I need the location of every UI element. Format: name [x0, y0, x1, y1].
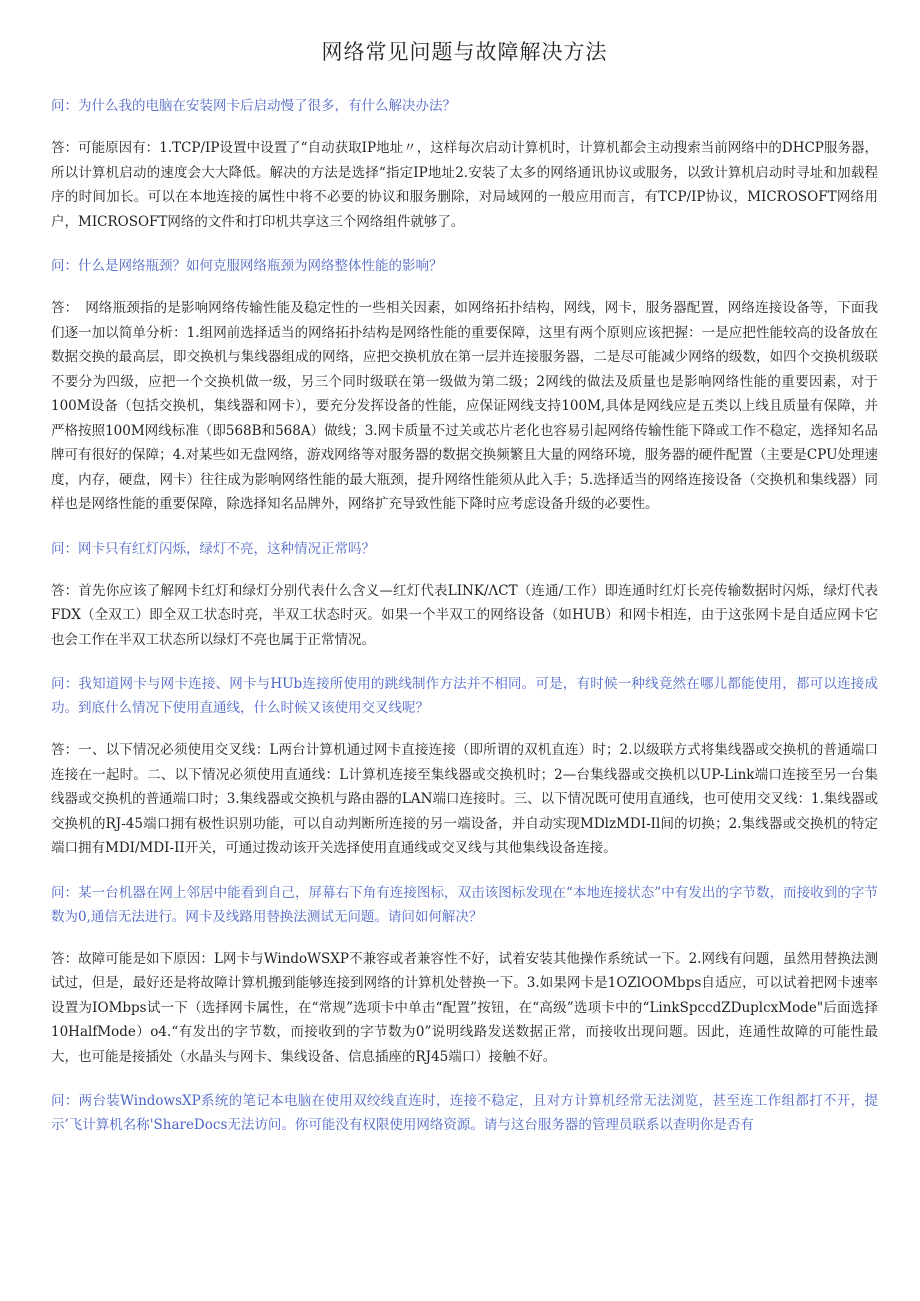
qa-item	[51, 672, 878, 861]
answer-text: 答： 网络瓶颈指的是影响网络传输性能及稳定性的一些相关因素，如网络拓扑结构，网线，网卡，服务器配置，网络连接设备等，下面我们逐一加以简单分析：1.组网前选择适当的网络拓扑结构是网络性能的重要保障，这里有两个原则应该把握：一是应把性能较高的设备放在数据交换的最高层，即交换机与集线器组成的网络，应把交换机放在第一层并连接服务器，二是尽可能减少网络的级数，如四个交换机级联不要分为四级，应把一个交换机做一级，另三个同时级联在第一级做为第二级；2网线的做法及质量也是影响网络性能的重要因素，对于100M设备（包括交换机，集线器和网卡），要充分发挥设备的性能，应保证网线支持100M,具体是网线应是五类以上线且质量有保障，并严格按照100M网线标准（即568B和568A）做线；3.网卡质量不过关或芯片老化也容易引起网络传输性能下降或工作不稳定，选择知名品牌可有很好的保障；4.对某些如无盘网络，游戏网络等对服务器的数据交换频繁且大量的网络环境，服务器的硬件配置（主要是CPU处理速度，内存，硬盘，网卡）往往成为影响网络性能的最大瓶颈，提升网络性能须从此入手；5.选择适当的网络连接设备（交换机和集线器）同样也是网络性能的重要保障，除选择知名品牌外，网络扩充导致性能下降时应考虑设备升级的必要性。	[51, 300, 878, 512]
question-text: 问：为什么我的电脑在安装网卡后启动慢了很多，有什么解决办法？	[51, 98, 456, 114]
qa-item	[51, 537, 878, 653]
qa-item	[51, 254, 878, 517]
qa-item	[51, 881, 878, 1070]
question-text: 问：什么是网络瓶颈？如何克服网络瓶颈为网络整体性能的影响？	[51, 258, 443, 274]
question-text: 问：某一台机器在网上邻居中能看到自己，屏幕右下角有连接图标，双击该图标发现在“本地连接状态”中有发出的字节数，而接收到的字节数为0,通信无法进行。网卡及线路用替换法测试无问题。请问如何解决？	[51, 884, 878, 925]
question-text: 问：我知道网卡与网卡连接、网卡与HUb连接所使用的跳线制作方法并不相同。可是，有时候一种线竟然在哪儿都能使用，都可以连接成功。到底什么情况下使用直通线，什么时候又该使用交叉线呢？	[51, 676, 878, 716]
qa-item	[51, 94, 878, 234]
answer-text: 答：一、以下情况必须使用交叉线：L两台计算机通过网卡直接连接（即所谓的双机直连）时；2.以级联方式将集线器或交换机的普通端口连接在一起时。二、以下情况必须使用直通线：L计算机连接至集线器或交换机时；2—台集线器或交换机以UP-Link端口连接至另一台集线器或交换机的普通端口时；3.集线器或交换机与路由器的LAN端口连接时。三、以下情况既可使用直通线，也可使用交叉线：1.集线器或交换机的RJ-45端口拥有极性识别功能，可以自动判断所连接的另一端设备，并自动实现MDlzMDI-Il间的切换；2.集线器或交换机的特定端口拥有MDI/MDI-II开关，可通过拨动该开关选择使用直通线或交叉线与其他集线设备连接。	[51, 742, 878, 856]
document-title: 网络常见问题与故障解决方法	[321, 40, 608, 64]
qa-item	[51, 1089, 878, 1137]
question-text: 问：网卡只有红灯闪烁，绿灯不亮，这种情况正常吗？	[51, 540, 375, 557]
answer-text: 答：首先你应该了解网卡红灯和绿灯分别代表什么含义—红灯代表LINK/ΛCT（连通/工作）即连通时红灯长亮传输数据时闪烁，绿灯代表FDX（全双工）即全双工状态时亮，半双工状态时灭。如果一个半双工的网络设备（如HUB）和网卡相连，由于这张网卡是自适应网卡它也会工作在半双工状态所以绿灯不亮也属于正常情况。	[51, 582, 878, 648]
answer-text: 答：故障可能是如下原因：L网卡与WindoWSXP不兼容或者兼容性不好，试着安装其他操作系统试一下。2.网线有问题，虽然用替换法测试过，但是，最好还是将故障计算机搬到能够连接到网络的计算机处替换一下。3.如果网卡是1OZlOOMbps自适应，可以试着把网卡速率设置为IOMbps试一下（选择网卡属性，在“常规”选项卡中单击“配置”按钮，在“高级”选项卡中的“LinkSpccdZDuplcxMode"后面选择10HalfMode）o4.“有发出的字节数，而接收到的字节数为0”说明线路发送数据正常，而接收出现问题。因此，连通性故障的可能性最大，也可能是接插处（水晶头与网卡、集线设备、信息插座的RJ45端口）接触不好。	[51, 950, 878, 1065]
question-text: 问：两台装WindowsXP系统的笔记本电脑在使用双绞线直连时，连接不稳定，且对方计算机经常无法浏览，甚至连工作组都打不开，提示’飞计算机名称'ShareDocs无法访问。你可能没有权限使用网络资源。请与这台服务器的管理员联系以查明你是否有	[51, 1093, 878, 1133]
answer-text: 答：可能原因有：1.TCP/IP设置中设置了“自动获取IP地址〃，这样每次启动计算机时，计算机都会主动搜索当前网络中的DHCP服务器，所以计算机启动的速度会大大降低。解决的方法是选择“指定IP地址2.安装了太多的网络通讯协议或服务，以致计算机启动时寻址和加载程序的时间加长。可以在本地连接的属性中将不必要的协议和服务删除，对局域网的一般应用而言，有TCP/IP协议，MICROSOFT网络用户，MICROSOFT网络的文件和打印机共享这三个网络组件就够了。	[51, 140, 878, 230]
